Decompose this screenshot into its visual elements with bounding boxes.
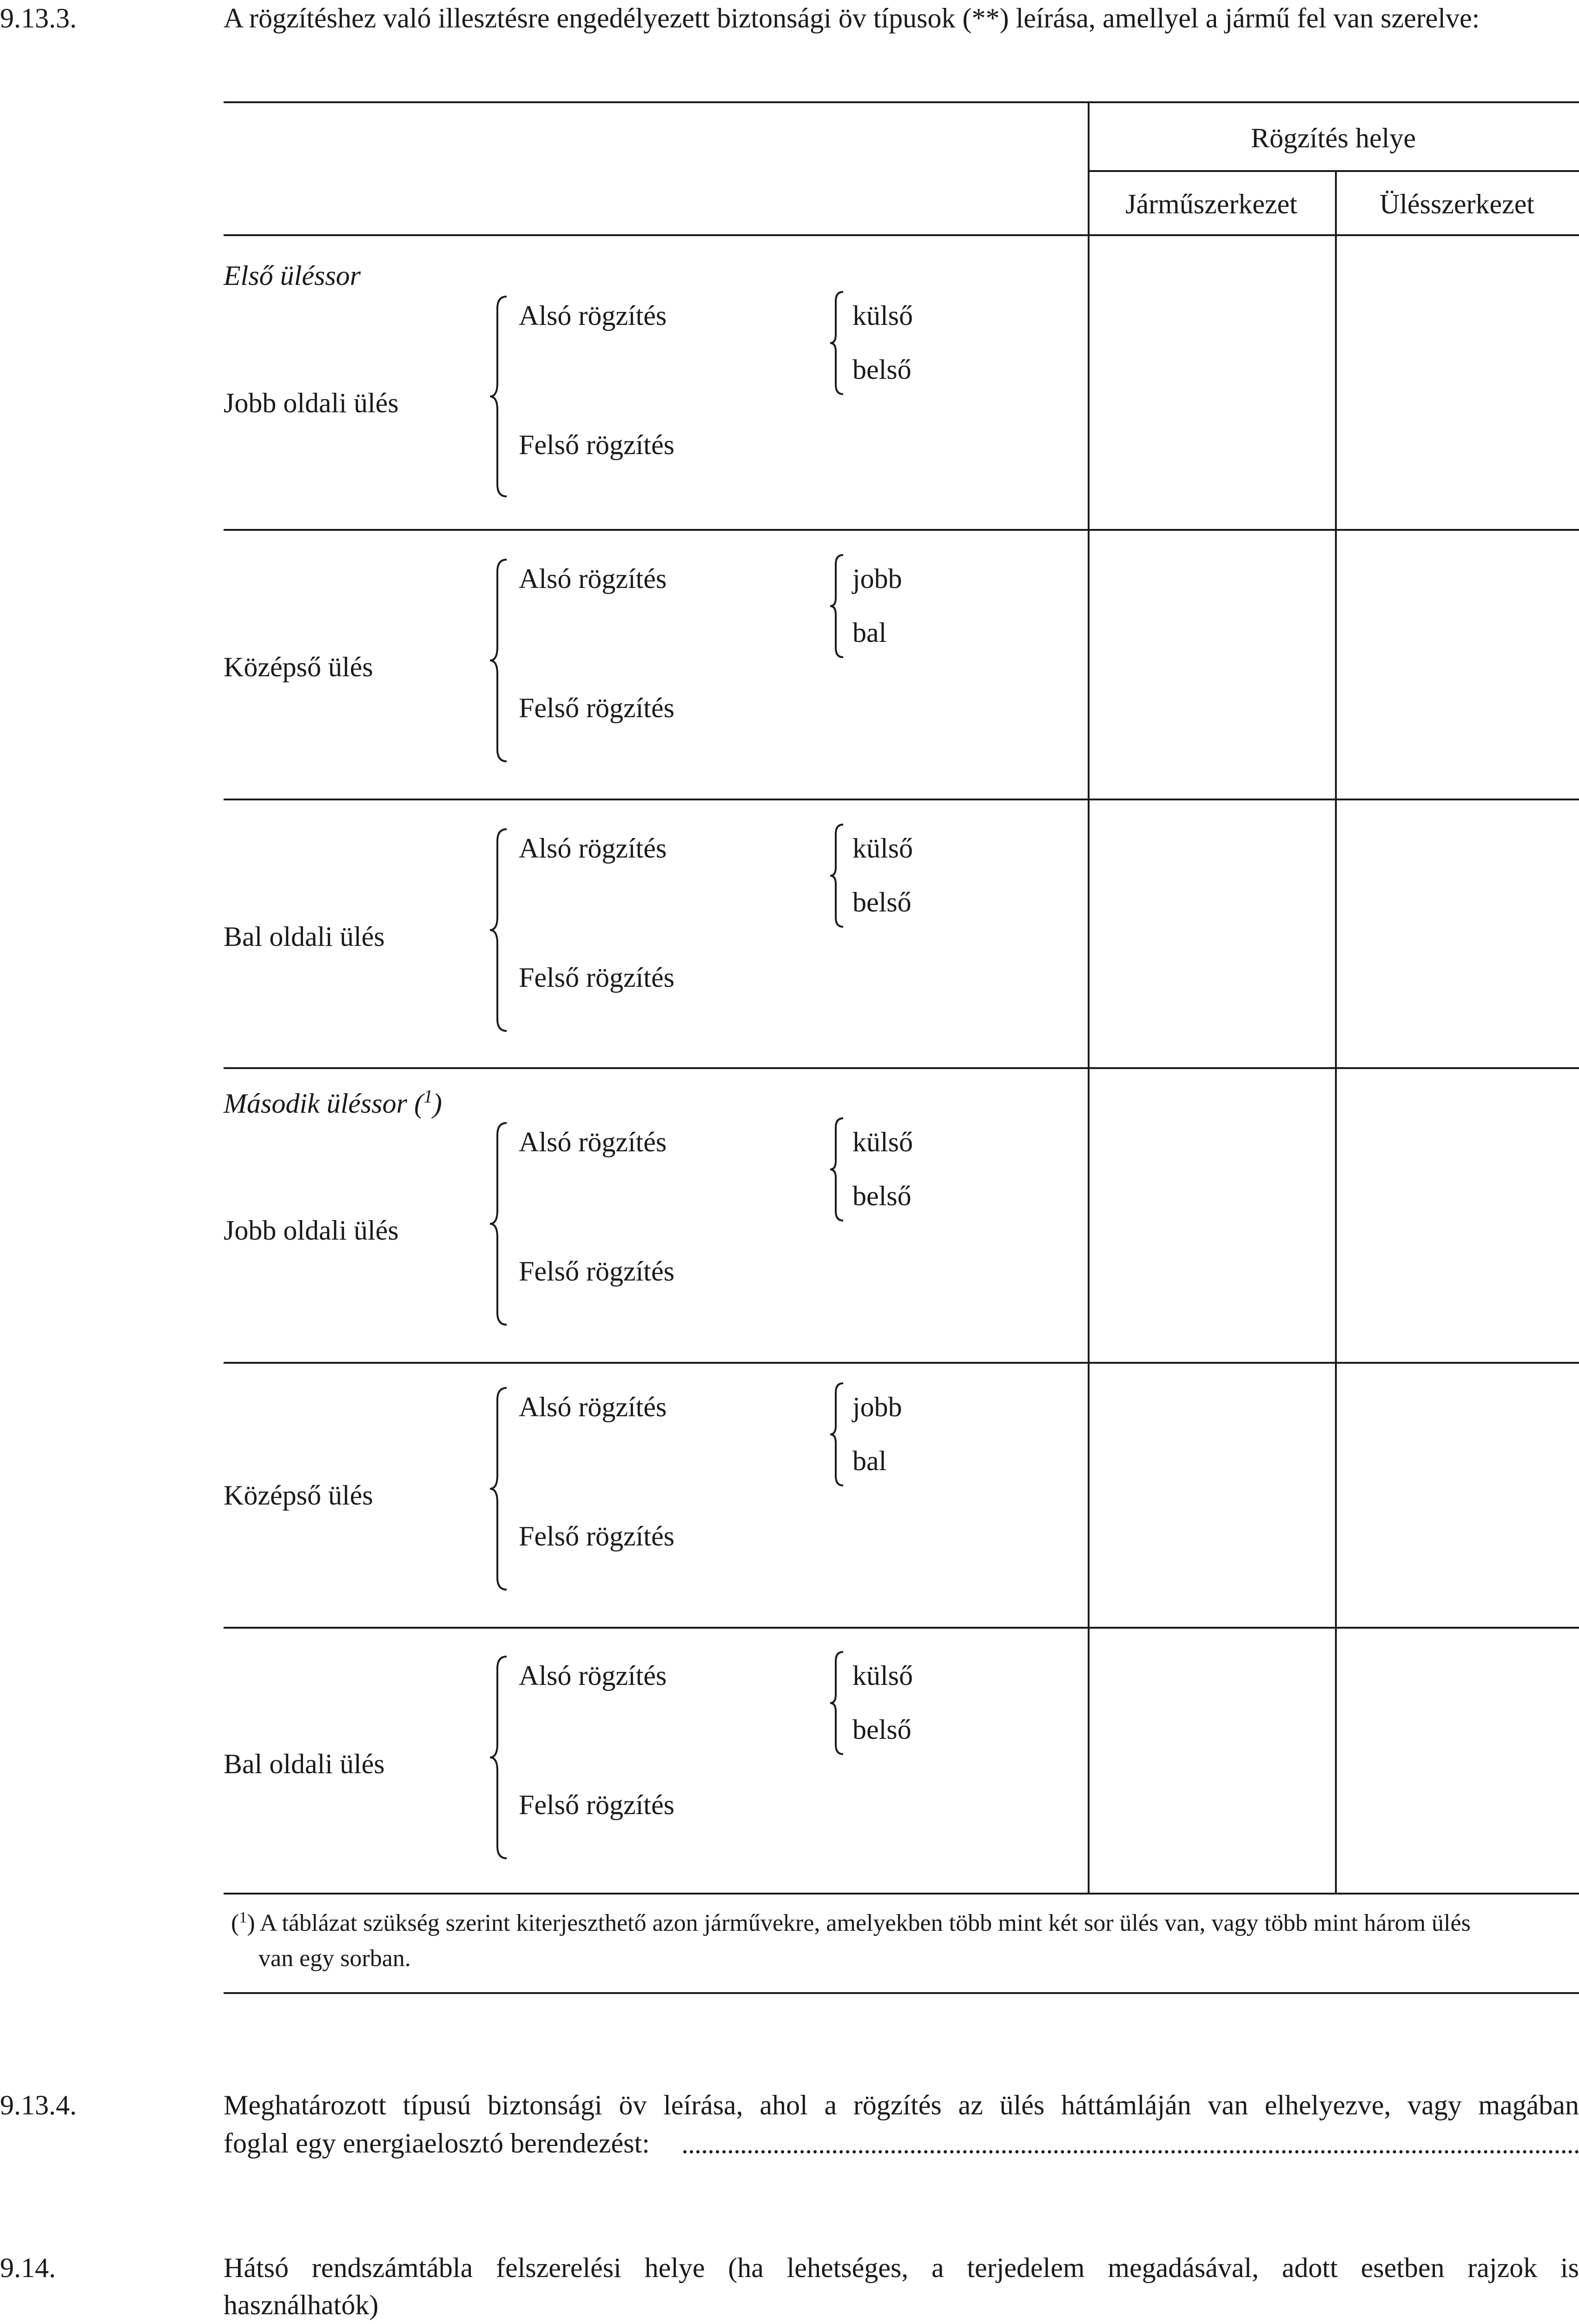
column-divider: [1335, 170, 1337, 1894]
option-label: bal: [852, 1446, 887, 1476]
table-footnote-line2: van egy sorban.: [258, 1945, 411, 1972]
section-number: 9.13.3.: [0, 3, 77, 33]
option-label: jobb: [852, 1392, 902, 1422]
brace-icon: [832, 1381, 848, 1487]
lower-anchorage-label: Alsó rögzítés: [519, 1392, 667, 1422]
upper-anchorage-label: Felső rögzítés: [519, 1789, 674, 1820]
row-divider: [224, 1067, 1579, 1069]
group-label-second-row: Második üléssor ($^1$): [224, 1086, 442, 1119]
header-divider: [1088, 170, 1579, 172]
seat-label: Bal oldali ülés: [224, 921, 385, 952]
lower-anchorage-label: Alsó rögzítés: [519, 833, 667, 864]
upper-anchorage-label: Felső rögzítés: [519, 693, 674, 723]
brace-icon: [493, 1655, 516, 1860]
option-label: belső: [852, 887, 912, 918]
brace-icon: [832, 1650, 848, 1756]
table-top-border: [224, 101, 1579, 103]
header-bottom-border: [224, 234, 1579, 236]
row-divider: [224, 1627, 1579, 1629]
option-label: belső: [852, 1714, 912, 1745]
section-text-line2: foglal egy energiaelosztó berendezést:: [224, 2128, 650, 2159]
brace-icon: [493, 827, 516, 1033]
brace-icon: [832, 553, 848, 659]
seat-label: Középső ülés: [224, 652, 373, 682]
group-label-first-row: Első üléssor: [224, 260, 361, 291]
brace-icon: [832, 1116, 848, 1222]
option-label: külső: [852, 1660, 913, 1691]
seat-label: Jobb oldali ülés: [224, 1215, 399, 1246]
option-label: belső: [852, 354, 912, 385]
section-text: A rögzítéshez való illesztésre engedélyezett biztonsági öv típusok (**) leírása, amellyel a jármű fel van szerelve:: [224, 3, 1480, 33]
option-label: külső: [852, 833, 913, 864]
brace-icon: [493, 295, 516, 498]
row-divider: [224, 799, 1579, 800]
section-text-line1: Meghatározott típusú biztonsági öv leírása, ahol a rögzítés az ülés háttámláján van elhelyezve, vagy magában: [224, 2090, 1579, 2120]
upper-anchorage-label: Felső rögzítés: [519, 1521, 674, 1552]
option-label: belső: [852, 1181, 912, 1211]
column-divider: [1088, 101, 1090, 1894]
lower-anchorage-label: Alsó rögzítés: [519, 563, 667, 594]
header-col-ulesszerkezet: Ülésszerkezet: [1379, 189, 1535, 219]
option-label: külső: [852, 300, 913, 331]
footnote-bottom-rule: [224, 1992, 1579, 1994]
upper-anchorage-label: Felső rögzítés: [519, 429, 674, 460]
header-group-label: Rögzítés helye: [1251, 123, 1416, 153]
table-bottom-border: [224, 1893, 1579, 1895]
section-number: 9.13.4.: [0, 2090, 77, 2120]
brace-icon: [493, 558, 516, 763]
seat-label: Középső ülés: [224, 1480, 373, 1511]
brace-icon: [493, 1386, 516, 1591]
upper-anchorage-label: Felső rögzítés: [519, 962, 674, 993]
header-col-jarmuszerkezet: Járműszerkezet: [1125, 189, 1297, 219]
table-footnote-line1: ($^1$) A táblázat szükség szerint kiterjeszthető azon járművekre, amelyekben több mint két sor ülés van, vagy több mint három ülés: [231, 1909, 1471, 1936]
brace-icon: [832, 290, 848, 396]
fill-in-dotted-line[interactable]: [683, 2150, 1579, 2153]
section-number: 9.14.: [0, 2252, 56, 2283]
section-text-line1: Hátsó rendszámtábla felszerelési helye (ha lehetséges, a terjedelem megadásával, adott esetben rajzok is: [224, 2252, 1579, 2283]
lower-anchorage-label: Alsó rögzítés: [519, 1127, 667, 1157]
seat-label: Jobb oldali ülés: [224, 388, 399, 418]
brace-icon: [832, 823, 848, 929]
upper-anchorage-label: Felső rögzítés: [519, 1256, 674, 1287]
brace-icon: [493, 1121, 516, 1327]
lower-anchorage-label: Alsó rögzítés: [519, 1660, 667, 1691]
option-label: külső: [852, 1127, 913, 1157]
section-text-line2: használhatók): [224, 2290, 379, 2320]
seat-label: Bal oldali ülés: [224, 1749, 385, 1779]
row-divider: [224, 1362, 1579, 1364]
option-label: jobb: [852, 563, 902, 594]
option-label: bal: [852, 617, 887, 648]
row-divider: [224, 529, 1579, 531]
lower-anchorage-label: Alsó rögzítés: [519, 300, 667, 331]
